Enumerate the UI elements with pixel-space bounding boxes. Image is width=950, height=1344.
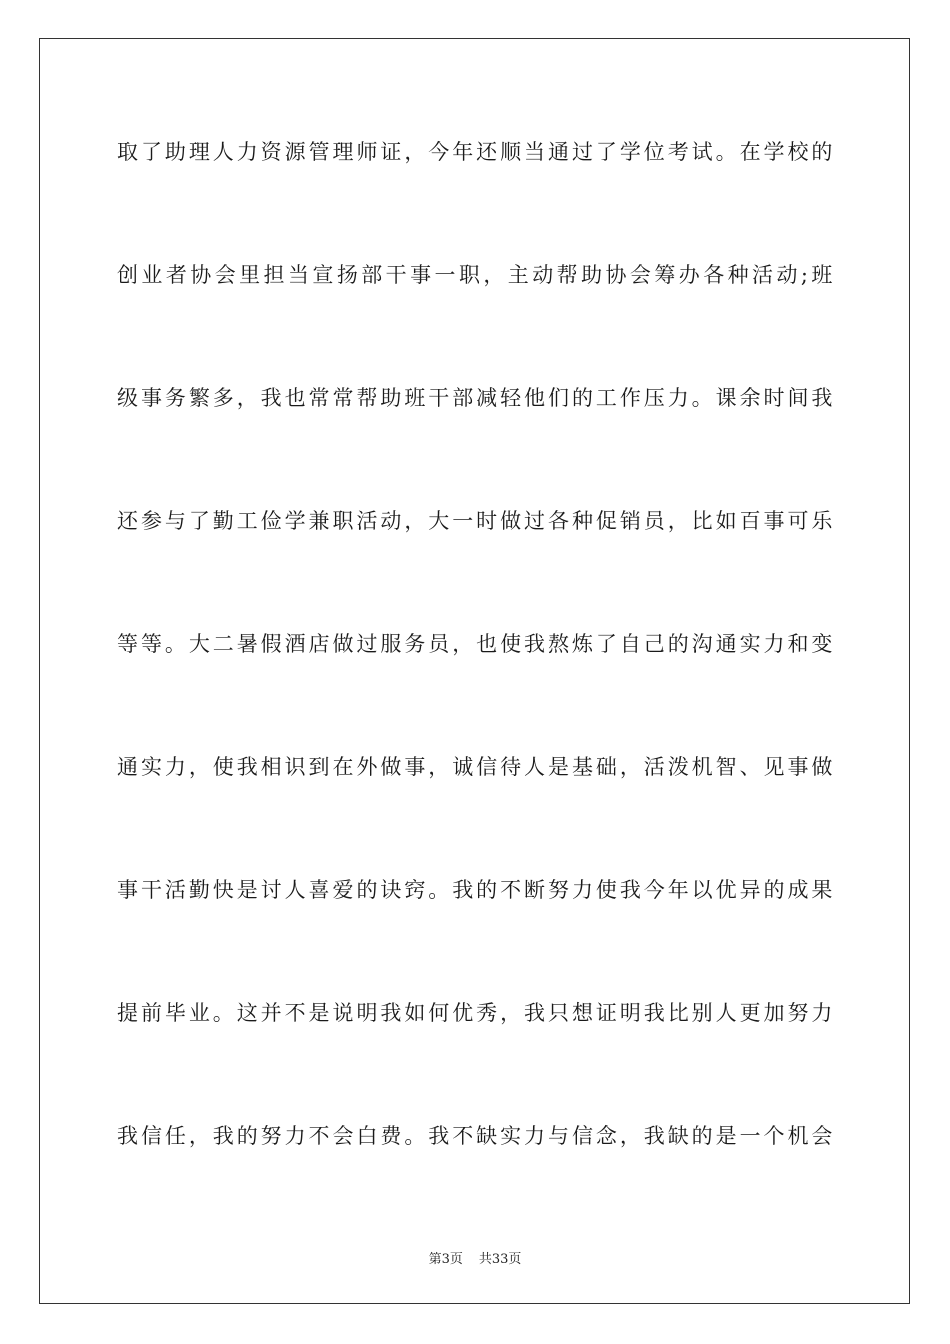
body-text-line: 我信任，我的努力不会白费。我不缺实力与信念，我缺的是一个机会: [117, 1124, 833, 1148]
body-text-line: 等等。大二暑假酒店做过服务员，也使我熬炼了自己的沟通实力和变: [117, 632, 833, 656]
page-border: [39, 38, 910, 1304]
body-text-line: 还参与了勤工俭学兼职活动，大一时做过各种促销员，比如百事可乐: [117, 509, 833, 533]
body-text-line: 提前毕业。这并不是说明我如何优秀，我只想证明我比别人更加努力: [117, 1001, 833, 1025]
body-text-line: 取了助理人力资源管理师证，今年还顺当通过了学位考试。在学校的: [117, 140, 833, 164]
page-footer: [0, 1248, 950, 1267]
body-text-line: 事干活勤快是讨人喜爱的诀窍。我的不断努力使我今年以优异的成果: [117, 878, 833, 902]
page-number: 第3页: [428, 1252, 463, 1267]
body-text-line: 级事务繁多，我也常常帮助班干部减轻他们的工作压力。课余时间我: [117, 386, 833, 410]
body-text-line: 创业者协会里担当宣扬部干事一职，主动帮助协会筹办各种活动;班: [117, 263, 833, 287]
page-total: 共33页: [478, 1252, 522, 1267]
body-text-line: 通实力，使我相识到在外做事，诚信待人是基础，活泼机智、见事做: [117, 755, 833, 779]
